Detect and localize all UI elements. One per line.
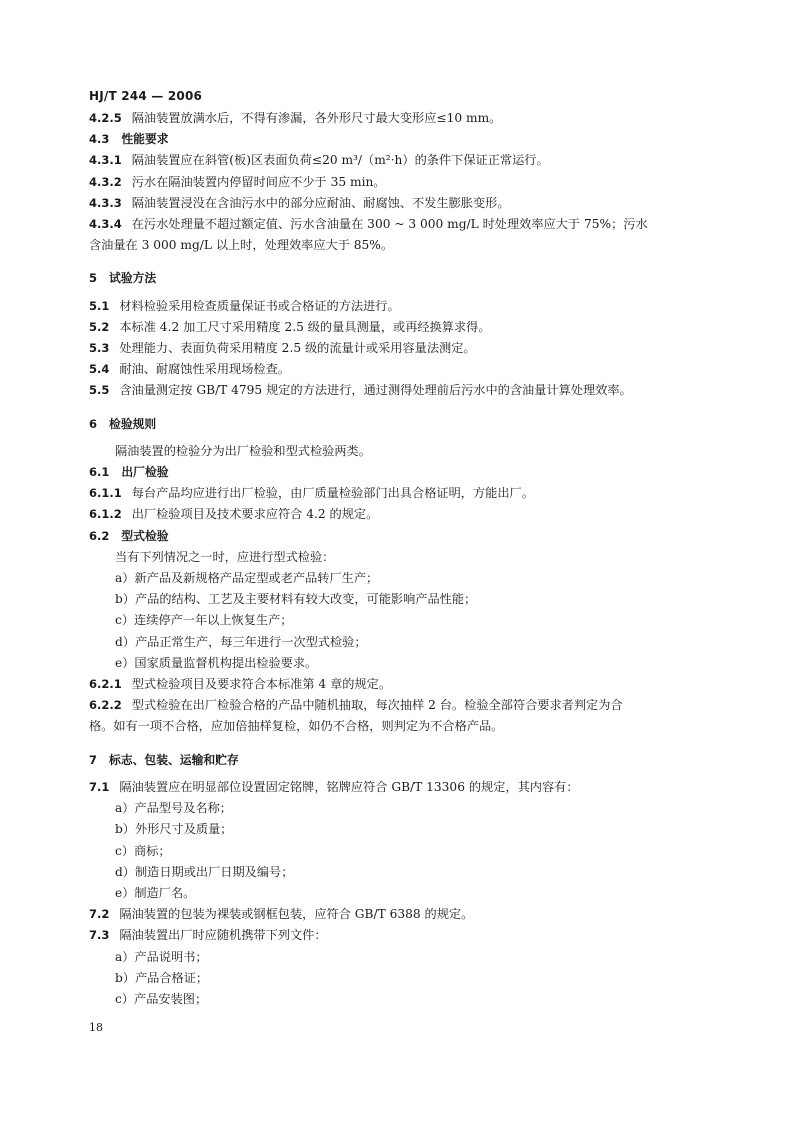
clause-text: 材料检验采用检查质量保证书或合格证的方法进行。 <box>119 298 400 313</box>
clause-text: 隔油装置出厂时应随机携带下列文件： <box>119 928 327 943</box>
clause-number: 4.2.5 <box>89 111 122 125</box>
section-number: 6.1 <box>89 465 110 480</box>
list-item: c）产品安装图； <box>115 991 208 1006</box>
section-title: 型式检验 <box>121 528 169 543</box>
section-number: 4.3 <box>89 132 110 147</box>
clause-number: 6.1.1 <box>89 486 122 501</box>
clause-text: 本标准 4.2 加工尺寸采用精度 2.5 级的量具测量，或再经换算求得。 <box>119 319 491 334</box>
clause-number: 5.4 <box>89 362 110 377</box>
list-item: a）产品型号及名称； <box>115 801 232 816</box>
section-title: 出厂检验 <box>121 465 169 480</box>
list-item: c）商标； <box>115 843 171 858</box>
clause-4-3-4 <box>89 214 707 235</box>
document-header: HJ/T 244 — 2006 <box>89 89 203 103</box>
clause-text: 污水在隔油装置内停留时间应不少于 35 min。 <box>131 174 386 189</box>
clause-text: 隔油装置浸没在含油污水中的部分应耐油、耐腐蚀、不发生膨胀变形。 <box>131 195 510 210</box>
clause-number: 7.1 <box>89 779 110 794</box>
clause-number: 5.3 <box>89 341 110 356</box>
list-item: b）外形尺寸及质量； <box>115 822 233 837</box>
clause-text: 隔油装置应在明显部位设置固定铭牌，铭牌应符合 GB/T 13306 的规定，其内容有： <box>119 779 579 794</box>
list-item: a）产品说明书； <box>115 949 208 964</box>
list-item: d）产品正常生产，每三年进行一次型式检验； <box>115 634 367 649</box>
list-item: b）产品合格证； <box>115 970 209 985</box>
clause-number: 4.3.2 <box>89 174 122 189</box>
clause-text: 处理能力、表面负荷采用精度 2.5 级的流量计或采用容量法测定。 <box>119 341 476 356</box>
clause-4-3-1 <box>89 150 707 171</box>
clause-4-3-4-continuation: 含油量在 3 000 mg/L 以上时，处理效率应大于 85%。 <box>89 238 394 253</box>
clause-number: 6.2.2 <box>89 698 122 713</box>
clause-6-1-2 <box>89 504 707 525</box>
chapter-number: 6 <box>89 416 98 431</box>
page-number: 18 <box>89 1021 103 1034</box>
chapter-number: 5 <box>89 271 98 286</box>
chapter-5-heading <box>89 268 707 289</box>
clause-7-2 <box>89 904 707 925</box>
clause-text: 在污水处理量不超过额定值、污水含油量在 300 ~ 3 000 mg/L 时处理效率应大于 75%；污水 <box>131 217 648 232</box>
clause-text: 型式检验在出厂检验合格的产品中随机抽取，每次抽样 2 台。检验全部符合要求者判定为合 <box>131 698 623 713</box>
list-item: e）国家质量监督机构提出检验要求。 <box>115 655 318 670</box>
clause-number: 5.2 <box>89 319 110 334</box>
clause-text: 含油量测定按 GB/T 4795 规定的方法进行，通过测得处理前后污水中的含油量计算处理效率。 <box>119 383 632 398</box>
clause-4-3-3 <box>89 193 707 214</box>
clause-5-3 <box>89 338 707 359</box>
list-item: b）产品的结构、工艺及主要材料有较大改变，可能影响产品性能； <box>115 592 477 607</box>
clause-5-2 <box>89 317 707 338</box>
clause-4-2-5 <box>89 108 707 129</box>
clause-number: 5.5 <box>89 383 110 398</box>
clause-text: 出厂检验项目及技术要求应符合 4.2 的规定。 <box>131 507 379 522</box>
clause-number: 6.2.1 <box>89 677 122 692</box>
chapter-title: 试验方法 <box>109 271 157 286</box>
clause-7-1 <box>89 777 707 798</box>
document-body <box>89 108 707 1010</box>
section-number: 6.2 <box>89 528 110 543</box>
clause-number: 7.2 <box>89 907 110 922</box>
section-6-1-heading <box>89 462 707 483</box>
clause-number: 4.3.1 <box>89 153 122 168</box>
clause-text: 耐油、耐腐蚀性采用现场检查。 <box>119 362 290 377</box>
clause-6-2-2-continuation: 格。如有一项不合格，应加倍抽样复检，如仍不合格，则判定为不合格产品。 <box>89 719 504 734</box>
clause-number: 4.3.4 <box>89 217 122 232</box>
clause-5-1 <box>89 296 707 317</box>
clause-5-4 <box>89 359 707 380</box>
clause-6-1-1 <box>89 483 707 504</box>
section-title: 性能要求 <box>121 132 169 147</box>
section-4-3-heading <box>89 129 707 150</box>
clause-text: 隔油装置放满水后，不得有渗漏，各外形尺寸最大变形应≤10 mm。 <box>131 111 502 125</box>
clause-number: 4.3.3 <box>89 195 122 210</box>
clause-number: 7.3 <box>89 928 110 943</box>
chapter-number: 7 <box>89 752 98 767</box>
section-6-2-intro: 当有下列情况之一时，应进行型式检验： <box>115 549 335 564</box>
chapter-6-intro: 隔油装置的检验分为出厂检验和型式检验两类。 <box>115 443 371 458</box>
clause-6-2-2 <box>89 695 707 716</box>
list-item: e）制造厂名。 <box>115 885 196 900</box>
list-item: d）制造日期或出厂日期及编号； <box>115 864 294 879</box>
section-6-2-heading <box>89 526 707 547</box>
chapter-6-heading <box>89 414 707 435</box>
clause-text: 每台产品均应进行出厂检验，由厂质量检验部门出具合格证明，方能出厂。 <box>131 486 534 501</box>
clause-text: 隔油装置的包装为裸装或钢框包装，应符合 GB/T 6388 的规定。 <box>119 907 474 922</box>
list-item: c）连续停产一年以上恢复生产； <box>115 613 293 628</box>
clause-text: 型式检验项目及要求符合本标准第 4 章的规定。 <box>131 677 392 692</box>
clause-7-3 <box>89 925 707 946</box>
clause-5-5 <box>89 380 707 401</box>
list-item: a）新产品及新规格产品定型或老产品转厂生产； <box>115 571 379 586</box>
clause-number: 6.1.2 <box>89 507 122 522</box>
clause-4-3-2 <box>89 172 707 193</box>
chapter-7-heading <box>89 750 707 771</box>
clause-text: 隔油装置应在斜管(板)区表面负荷≤20 m³/（m²·h）的条件下保证正常运行。 <box>131 153 549 168</box>
chapter-title: 检验规则 <box>109 416 157 431</box>
clause-6-2-1 <box>89 674 707 695</box>
chapter-title: 标志、包装、运输和贮存 <box>109 752 239 767</box>
clause-number: 5.1 <box>89 298 110 313</box>
